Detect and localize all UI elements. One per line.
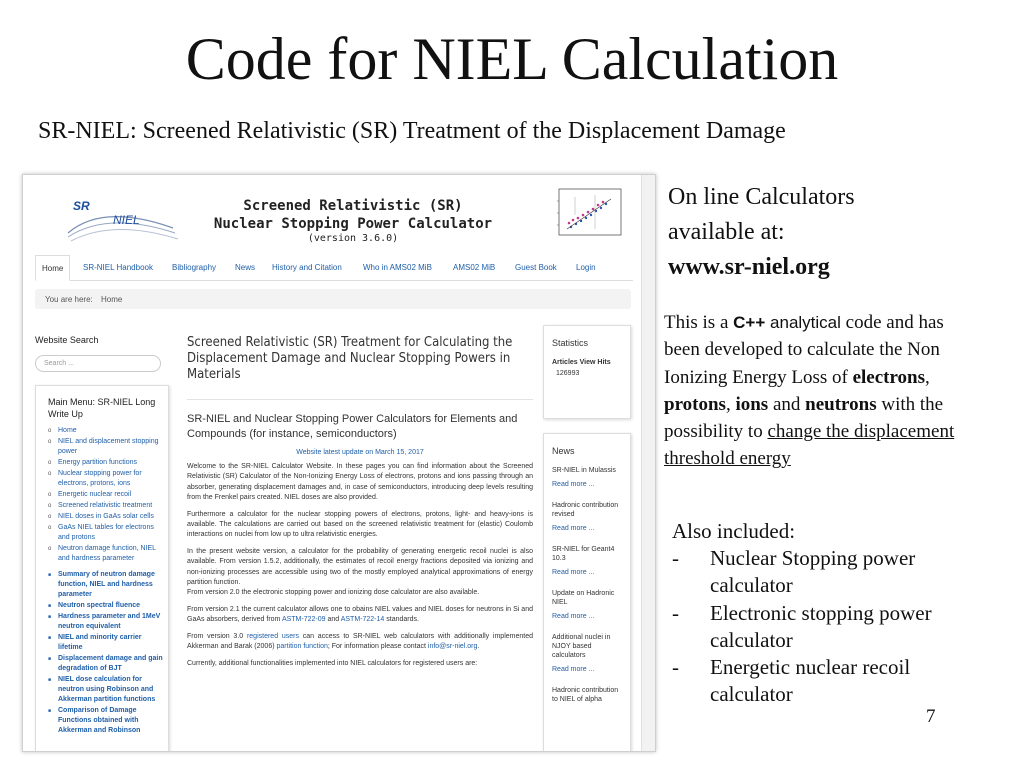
also-item bbox=[672, 654, 972, 708]
stats-value: 126993 bbox=[556, 370, 580, 377]
also-item-text: Electronic stopping power calculator bbox=[710, 600, 932, 652]
site-nav bbox=[35, 255, 633, 281]
desc-and: and bbox=[772, 393, 801, 415]
nav-bibliography[interactable]: Bibliography bbox=[172, 263, 217, 272]
article-paragraph: Welcome to the SR-NIEL Calculator Website. In these pages you can find information about the Screened Relativistic (SR) Calculator of the Non-Ionizing Energy Loss of electrons, protons and ions passing through an absorber, generating displacement damages and, in case of semiconductors, introducing deep levels resulting from the Frenkel pairs created. NIEL doses are also provided. bbox=[187, 463, 533, 502]
calc-title-line2: Nuclear Stopping Power Calculator bbox=[213, 216, 493, 232]
article-paragraph bbox=[187, 605, 533, 626]
menu-subitem[interactable]: ■ NIEL and minority carrier lifetime bbox=[48, 633, 164, 653]
breadcrumb bbox=[35, 289, 631, 309]
news-item-title: Hadronic contribution to NIEL of alpha bbox=[552, 687, 619, 703]
news-heading: News bbox=[552, 446, 575, 456]
news-item-title: SR-NIEL in Mulassis bbox=[552, 467, 616, 474]
read-more-link[interactable]: Read more ... bbox=[552, 481, 595, 488]
neutrons-label: neutrons bbox=[805, 393, 877, 415]
article bbox=[187, 335, 533, 669]
menu-subitem[interactable]: ■ Hardness parameter and 1MeV neutron equivalent bbox=[48, 612, 164, 632]
statistics-heading: Statistics bbox=[552, 338, 589, 348]
code-description bbox=[664, 309, 984, 473]
news-item-title: Update on Hadronic NIEL bbox=[552, 590, 615, 606]
desc-comma: , bbox=[925, 366, 930, 388]
p5-text: From version 2.1 the current calculator allows one to obains NIEL values and NIEL doses for neutrons in Si and GaAs absorbers, derived from bbox=[187, 605, 533, 624]
menu-item[interactable]: o Energetic nuclear recoil bbox=[48, 490, 164, 500]
desc-text: code and has been developed to calculate the Non Ionizing Energy Loss of bbox=[664, 312, 944, 388]
menu-item[interactable]: o GaAs NIEL tables for electrons and protons bbox=[48, 523, 164, 543]
read-more-link[interactable]: Read more ... bbox=[552, 666, 595, 673]
article-paragraph: From version 2.0 the electronic stopping power and ionizing dose calculator are also available. bbox=[187, 589, 480, 597]
article-paragraph: In the present website version, a calculator for the probability of generating energetic recoil nuclei is also available. From version 1.5.2, additionally, the estimates of recoil energy fractions deposited via ionizing and non-ionizing processes are accessible using two of the mostly employed analytical approximations of energy partition function. bbox=[187, 547, 533, 587]
menu-item[interactable]: o Neutron damage function, NIEL and hardness parameter bbox=[48, 544, 164, 564]
analytical-label: analytical bbox=[770, 313, 841, 332]
website-screenshot bbox=[22, 174, 656, 752]
news-item-title: Hadronic contribution revised bbox=[552, 502, 619, 518]
menu-subitem[interactable]: ■ Displacement damage and gain degradation of BJT bbox=[48, 654, 164, 674]
p6-mid: can access to SR-NIEL web calculators with additionally implemented Akkerman and Barak (2006) bbox=[187, 632, 533, 651]
statistics-box bbox=[543, 325, 631, 419]
article-paragraph: Currently, additional functionalities implemented into NIEL calculators for registered users are: bbox=[187, 659, 478, 667]
page-number: 7 bbox=[926, 706, 936, 727]
menu-item[interactable]: o Energy partition functions bbox=[48, 458, 164, 468]
threshold-link[interactable]: change the displacement threshold energy bbox=[664, 421, 955, 470]
nav-history[interactable]: History and Citation bbox=[272, 263, 342, 272]
also-heading: Also included: bbox=[672, 519, 796, 543]
search-heading: Website Search bbox=[35, 335, 99, 345]
nav-login[interactable]: Login bbox=[576, 263, 596, 272]
p6-end: . bbox=[477, 643, 480, 651]
list-dash: - bbox=[672, 655, 679, 680]
calculators-line2: available at: bbox=[668, 219, 785, 245]
breadcrumb-label: You are here: bbox=[45, 295, 93, 304]
calc-title-line1: Screened Relativistic (SR) bbox=[243, 198, 463, 214]
menu-item[interactable]: o NIEL doses in GaAs solar cells bbox=[48, 512, 164, 522]
slide-title: Code for NIEL Calculation bbox=[185, 26, 839, 92]
news-item-title: SR-NIEL for Geant4 10.3 bbox=[552, 546, 615, 562]
registered-users-link[interactable]: registered users bbox=[246, 632, 299, 640]
menu-subitem[interactable]: ■ Summary of neutron damage function, NIEL and hardness parameter bbox=[48, 570, 164, 600]
menu-list bbox=[48, 426, 164, 564]
p6-post: ; For information please contact bbox=[327, 643, 426, 651]
desc-text: with the possibility to bbox=[664, 393, 944, 443]
calculators-note bbox=[668, 180, 855, 285]
also-included bbox=[672, 518, 972, 708]
list-dash: - bbox=[672, 546, 679, 571]
article-subtitle: SR-NIEL and Nuclear Stopping Power Calculators for Elements and Compounds (for instance, semiconductors) bbox=[187, 399, 533, 442]
menu-heading: Main Menu: SR-NIEL Long Write Up bbox=[48, 397, 156, 419]
menu-item[interactable]: o Nuclear stopping power for electrons, protons, ions bbox=[48, 469, 164, 489]
also-item bbox=[672, 600, 972, 654]
nav-ams02[interactable]: AMS02 MiB bbox=[453, 263, 496, 272]
article-paragraph bbox=[187, 632, 533, 653]
article-paragraph: Furthermore a calculator for the nuclear stopping powers of electrons, protons, light- and heavy-ions is available. The calculations are carried out based on the screened relativistic treatment for (elastic) Coulomb interactions on nuclei from low up to ultra relativistic energies. bbox=[187, 510, 533, 539]
astm-722-09-link[interactable]: ASTM-722-09 bbox=[281, 616, 326, 624]
ions-label: ions bbox=[735, 393, 769, 415]
astm-722-14-link[interactable]: ASTM-722-14 bbox=[340, 616, 385, 624]
desc-text: This is a bbox=[664, 312, 729, 333]
update-notice: Website latest update on March 15, 2017 bbox=[296, 449, 424, 456]
p5-post: standards. bbox=[386, 616, 419, 624]
p5-and: and bbox=[327, 616, 340, 624]
menu-sublist bbox=[48, 570, 164, 736]
calculator-version: (version 3.6.0) bbox=[307, 233, 399, 244]
nav-home[interactable]: Home bbox=[35, 255, 70, 281]
menu-item[interactable]: o NIEL and displacement stopping power bbox=[48, 437, 164, 457]
news-item-title: Additional nuclei in NJOY based calculators bbox=[552, 634, 611, 659]
partition-function-link[interactable]: partition function bbox=[276, 643, 328, 651]
slide-subtitle: SR-NIEL: Screened Relativistic (SR) Treatment of the Displacement Damage bbox=[38, 118, 786, 144]
p6-text: From version 3.0 bbox=[187, 632, 244, 640]
desc-comma: , bbox=[725, 393, 731, 415]
logo-niel-text: NIEL bbox=[113, 213, 140, 227]
menu-subitem[interactable]: ■ Comparison of Damage Functions obtained with Akkerman and Robinson bbox=[48, 706, 164, 736]
search-input[interactable]: Search ... bbox=[35, 355, 161, 372]
scrollbar[interactable] bbox=[641, 175, 655, 751]
main-menu bbox=[35, 385, 169, 752]
menu-item[interactable]: o Screened relativistic treatment bbox=[48, 501, 164, 511]
news-box bbox=[543, 433, 631, 752]
nav-guestbook[interactable]: Guest Book bbox=[515, 263, 557, 272]
also-item-text: Energetic nuclear recoil calculator bbox=[710, 655, 911, 707]
menu-item[interactable]: o Home bbox=[48, 426, 164, 436]
nav-who-ams02[interactable]: Who in AMS02 MiB bbox=[363, 263, 432, 272]
cpp-label: C++ bbox=[733, 313, 766, 332]
calculators-line1: On line Calculators bbox=[668, 184, 855, 210]
menu-subitem[interactable]: ■ NIEL dose calculation for neutron using Robinson and Akkerman partition functions bbox=[48, 675, 164, 705]
breadcrumb-home[interactable]: Home bbox=[101, 295, 123, 304]
also-item bbox=[672, 545, 972, 599]
stats-label: Articles View Hits bbox=[552, 359, 611, 366]
article-title: Screened Relativistic (SR) Treatment for Calculating the Displacement Damage and Nuclear Stopping Powers in Materials bbox=[187, 335, 513, 382]
list-dash: - bbox=[672, 600, 679, 625]
nav-news[interactable]: News bbox=[235, 263, 256, 272]
logo-sr-text: SR bbox=[73, 199, 90, 213]
nav-handbook[interactable]: SR-NIEL Handbook bbox=[83, 263, 153, 272]
header-plot-icon bbox=[545, 185, 627, 247]
read-more-link[interactable]: Read more ... bbox=[552, 525, 595, 532]
also-item-text: Nuclear Stopping power calculator bbox=[710, 546, 916, 598]
website-url[interactable]: www.sr-niel.org bbox=[668, 254, 830, 280]
sr-niel-logo bbox=[63, 193, 183, 253]
read-more-link[interactable]: Read more ... bbox=[552, 613, 595, 620]
read-more-link[interactable]: Read more ... bbox=[552, 569, 595, 576]
menu-subitem[interactable]: ■ Neutron spectral fluence bbox=[48, 601, 164, 611]
calculator-title bbox=[203, 197, 503, 233]
electrons-label: electrons bbox=[852, 366, 926, 388]
email-link[interactable]: info@sr-niel.org bbox=[427, 643, 478, 651]
protons-label: protons bbox=[664, 393, 726, 415]
